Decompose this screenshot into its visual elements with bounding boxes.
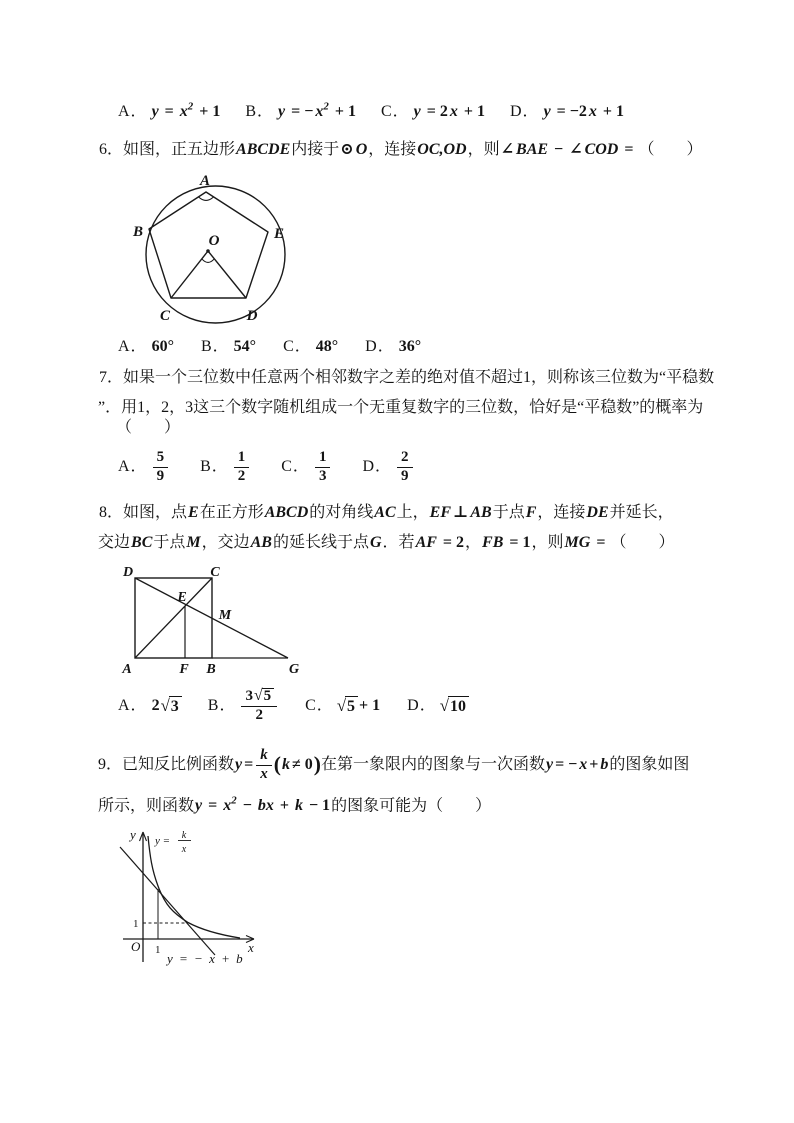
square-figure [118,562,313,678]
x-axis-label: x [248,940,254,955]
line-equation-label: y = − x + b [167,951,245,966]
q7-stem-line2: ”．用1，2，3这三个数字随机组成一个无重复数字的三位数，恰好是“平稳数”的概率为 [98,399,704,416]
vertex-label-C: C [210,565,220,580]
q8-choices-line: A． 2 √3 B． $\frac{3√5}{2}$ C． √5 + 1 D． √10 [118,684,469,728]
hyperbola-eq-prefix: y = [155,835,171,847]
angle-mark-A [199,197,214,201]
circle-outline [146,186,285,323]
q8-stem-line2: 交边BC于点M，交边AB的延长线于点G．若AF = 2，FB = 1，则MG = （ ） [98,534,675,551]
q7-stem-line1: 7．如果一个三位数中任意两个相邻数字之差的绝对值不超过1，则称该三位数为“平稳数 [99,369,715,386]
origin-label: O [131,939,141,954]
point-label-F: F [179,662,189,677]
center-label-O: O [208,233,220,249]
hyperbola-eq-numerator: k [181,830,187,841]
q6-choices-line: A． 60° B． 54° C． 48° D． 36° [118,338,422,355]
segment-OC [171,251,208,298]
q9-stem-line1: 9．已知反比例函数 y = $\frac{k}{x}$ ( k ≠ 0 ) 在第一象限内的图象与一次函数 y = − x + b 的图象如图 [98,746,690,782]
q7-choices-line: A． $\frac{5}{9}$ B． $\frac{1}{2}$ C． $\frac{1}{3}$ D． $\frac{2}{9}$ [118,447,415,487]
x-tick-1: 1 [155,944,161,956]
angle-mark-O [202,259,215,263]
vertex-label-B: B [206,662,216,677]
q9-stem-line2: 所示，则函数$y = x^2$ − bx + k − 1的图象可能为（ ） [98,795,492,815]
hyperbola-eq-denominator: x [181,844,187,855]
q6-stem-line: 6．如图，正五边形ABCDE内接于⊙ O，连接OC,OD，则∠ BAE − ∠ COD = （ ） [99,141,703,158]
vertex-label-B: B [132,224,144,240]
y-axis-label: y [130,827,136,842]
q5-choices-line: A． $y = x^2 + 1$ B． y = − $x^2 + 1$ C． y = 2 x + 1 D． y = −2 x + 1 [118,101,625,121]
y-tick-1: 1 [133,918,139,930]
vertex-label-D: D [246,308,258,324]
pentagon-circle-figure [130,165,300,337]
point-label-E: E [177,590,187,605]
segment-OD [208,251,246,298]
diagonal-AC [135,578,212,658]
point-label-G: G [288,662,300,677]
hyperbola-equation-label [154,830,191,855]
vertex-label-A: A [122,662,132,677]
vertex-label-A: A [199,173,211,189]
point-label-M: M [218,608,232,623]
q7-stem-line3: （ ） [116,419,181,436]
vertex-label-E: E [273,226,285,242]
q8-stem-line1: 8．如图，点E在正方形ABCD的对角线AC上，EF ⊥ AB于点F，连接DE并延长， [99,504,674,521]
function-graph-figure [110,824,270,974]
center-point-O [206,249,210,253]
vertex-label-D: D [122,565,134,580]
vertex-label-C: C [159,308,171,324]
